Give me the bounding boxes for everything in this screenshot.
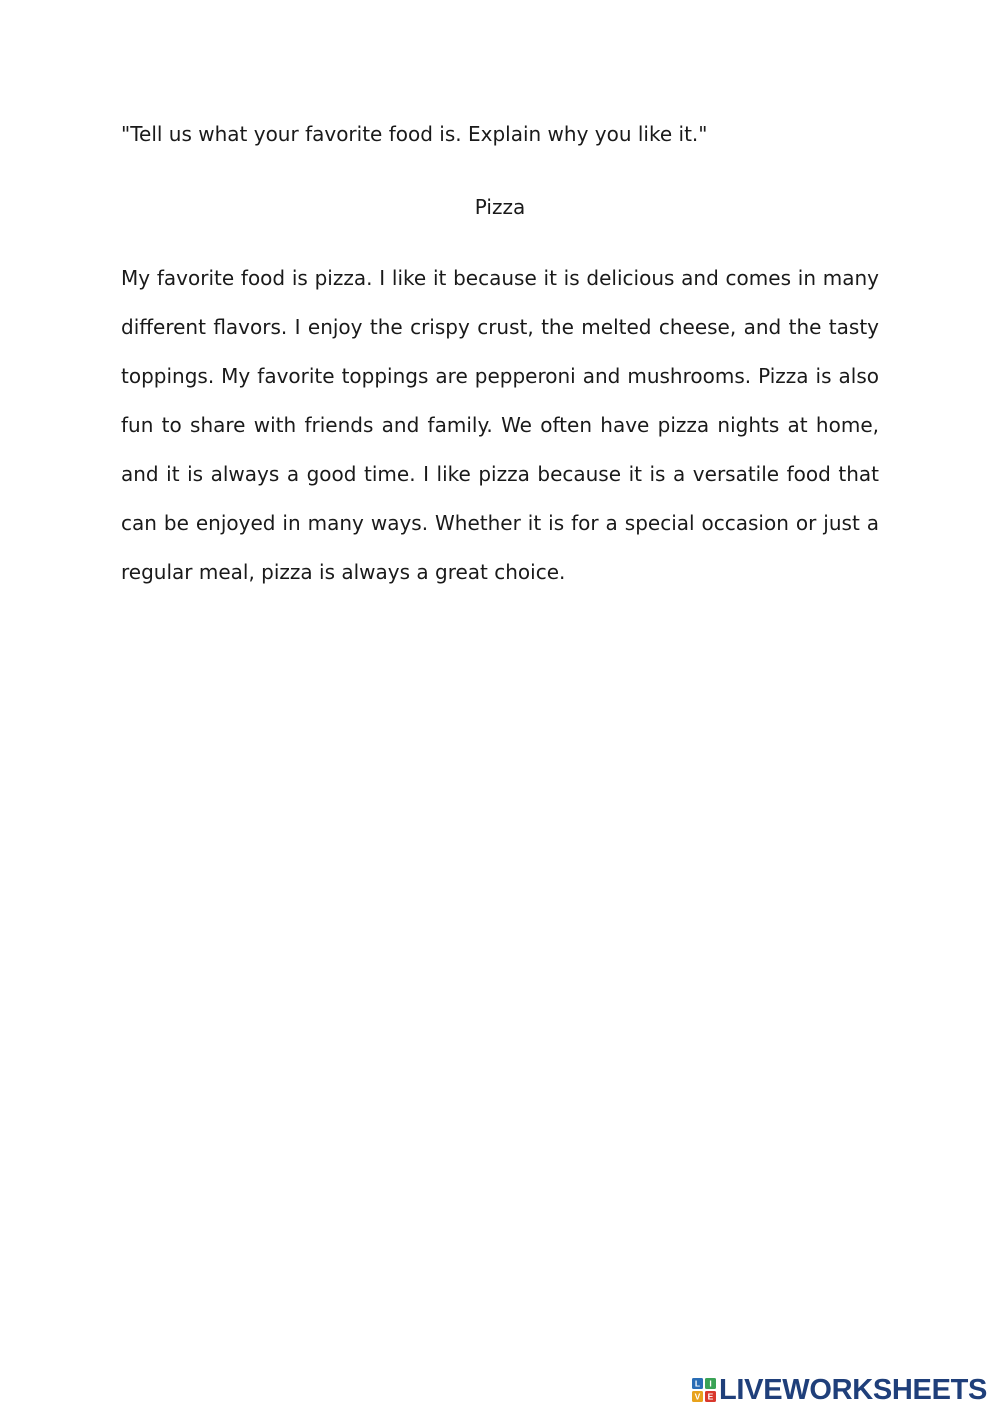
liveworksheets-brand[interactable] (692, 1374, 987, 1406)
essay-line: can be enjoyed in many ways. Whether it is for a special occasion or just a (121, 511, 879, 535)
liveworksheets-wordmark: LIVEWORKSHEETS (719, 1374, 988, 1406)
essay-line: fun to share with friends and family. We often have pizza nights at home, (121, 413, 879, 437)
liveworksheets-logo-icon (692, 1378, 716, 1402)
essay-line: toppings. My favorite toppings are pepperoni and mushrooms. Pizza is also (121, 364, 879, 388)
essay-line: and it is always a good time. I like pizza because it is a versatile food that (121, 462, 879, 486)
svg-text:L: L (694, 1378, 701, 1389)
svg-text:E: E (707, 1391, 714, 1402)
essay-body (121, 260, 879, 603)
essay-title: Pizza (474, 195, 526, 219)
essay-line: regular meal, pizza is always a great choice. (121, 560, 566, 584)
essay-line: different flavors. I enjoy the crispy crust, the melted cheese, and the tasty (121, 315, 879, 339)
svg-text:I: I (709, 1378, 712, 1389)
essay-prompt: "Tell us what your favorite food is. Explain why you like it." (121, 122, 708, 146)
essay-line: My favorite food is pizza. I like it because it is delicious and comes in many (121, 266, 879, 290)
svg-text:V: V (694, 1391, 701, 1402)
